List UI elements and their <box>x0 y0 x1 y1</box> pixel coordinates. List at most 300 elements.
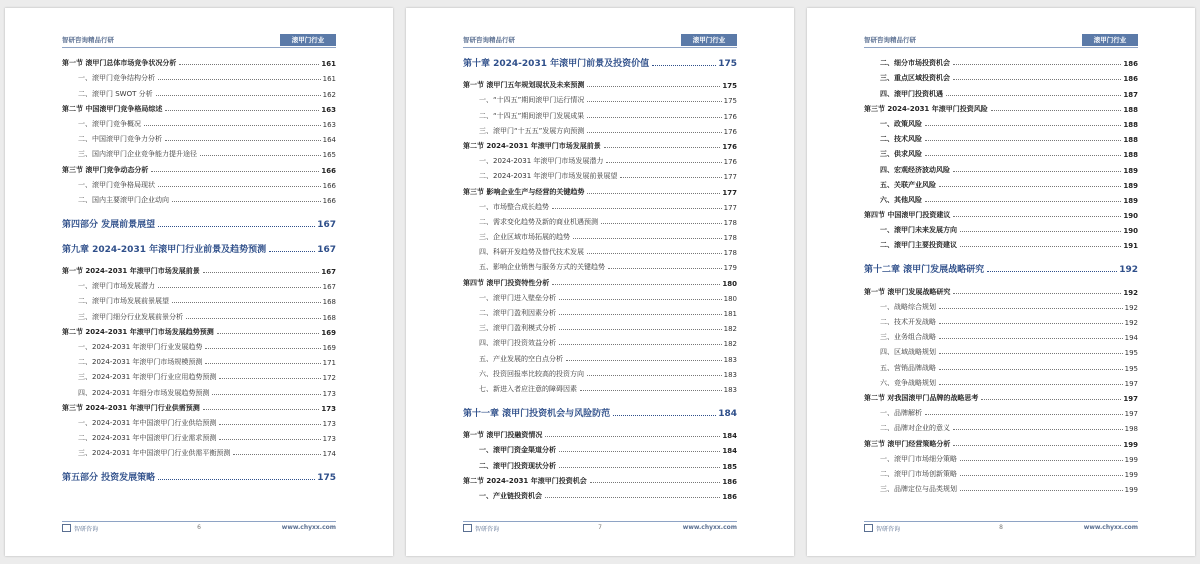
toc-entry[interactable] <box>463 227 737 242</box>
toc-entry-page: 176 <box>723 127 737 136</box>
toc-entry-title: 一、滚甲门市场发展潜力 <box>78 282 155 291</box>
toc-entry-title: 第三节 滚甲门竞争动态分析 <box>62 165 149 174</box>
toc-entry[interactable] <box>463 90 737 105</box>
toc-entry-page: 176 <box>723 158 737 167</box>
toc-entry-page: 189 <box>1123 181 1138 190</box>
toc-dot-leader <box>620 177 721 178</box>
toc-entry-page: 187 <box>1123 90 1138 99</box>
toc-entry-title: 四、区域战略规划 <box>880 348 936 357</box>
toc-dot-leader <box>172 302 321 303</box>
toc-entry-title: 三、供求风险 <box>880 150 922 159</box>
toc-entry-page: 188 <box>1123 136 1138 145</box>
toc-entry-page: 169 <box>322 344 336 352</box>
toc-entry[interactable] <box>62 413 336 428</box>
toc-entry-title: 一、产业链投资机会 <box>479 491 542 500</box>
toc-entry-page: 186 <box>722 492 737 501</box>
toc-dot-leader <box>939 308 1123 309</box>
toc-dot-leader <box>587 375 722 376</box>
toc-entry-title: 一、战略综合规划 <box>880 302 936 311</box>
toc-entry-title: 一、滚甲门市场细分策略 <box>880 454 957 463</box>
toc-dot-leader <box>608 268 722 269</box>
toc-entry[interactable] <box>62 382 336 397</box>
toc-entry[interactable] <box>463 333 737 348</box>
toc-entry-title: 三、2024-2031 年中国滚甲门行业供需平衡预测 <box>78 449 231 458</box>
toc-entry-title: 二、品牌对企业的意义 <box>880 424 950 433</box>
toc-entry-page: 190 <box>1123 227 1138 236</box>
toc-entry-title: 一、滚甲门未来发展方向 <box>880 226 957 235</box>
toc-entry[interactable] <box>62 261 336 276</box>
toc-entry[interactable] <box>864 144 1138 159</box>
toc-entry[interactable] <box>864 175 1138 190</box>
toc-dot-leader <box>953 216 1121 217</box>
toc-entry-title: 二、滚甲门市场创新策略 <box>880 469 957 478</box>
toc-entry[interactable] <box>463 53 737 69</box>
toc-entry[interactable] <box>463 121 737 136</box>
toc-entry-page: 167 <box>317 244 336 255</box>
header-tag: 滚甲门行业 <box>681 34 737 46</box>
toc-dot-leader <box>552 208 722 209</box>
toc-dot-leader <box>604 147 721 148</box>
toc-entry-page: 199 <box>1124 470 1138 479</box>
toc-entry-page: 197 <box>1123 394 1138 403</box>
toc-entry[interactable] <box>864 205 1138 220</box>
toc-entry[interactable] <box>463 151 737 166</box>
toc-entry[interactable] <box>62 68 336 83</box>
toc-entry-page: 189 <box>1123 166 1138 175</box>
toc-entry[interactable] <box>864 53 1138 68</box>
toc-entry[interactable] <box>62 53 336 68</box>
toc-entry[interactable] <box>62 467 336 483</box>
toc-entry[interactable] <box>463 486 737 501</box>
toc-dot-leader <box>960 460 1123 461</box>
page-footer <box>864 521 1138 532</box>
toc-entry-page: 166 <box>322 181 336 190</box>
toc-entry-page: 184 <box>722 432 737 441</box>
toc-entry-title: 二、技术开发战略 <box>880 318 936 326</box>
toc-entry-title: 四、滚甲门投资机遇 <box>880 89 943 98</box>
toc-dot-leader <box>981 399 1121 400</box>
toc-entry-title: 第二节 2024-2031 年滚甲门市场发展前景 <box>463 141 601 150</box>
toc-entry-title: 第一节 滚甲门五年规划现状及未来预测 <box>463 81 585 90</box>
toc-entry[interactable] <box>62 239 336 255</box>
toc-dot-leader <box>587 132 721 133</box>
toc-entry-title: 一、2024-2031 年滚甲门市场发展潜力 <box>479 157 604 166</box>
toc-entry[interactable] <box>463 425 737 440</box>
toc-entry-title: 二、滚甲门市场发展前景展望 <box>78 297 169 306</box>
document-page-3 <box>807 8 1195 556</box>
toc-entry-page: 180 <box>722 279 737 288</box>
toc-entry-title: 二、滚甲门主要投资建议 <box>880 241 957 250</box>
toc-entry[interactable] <box>864 68 1138 83</box>
toc-entry-title: 三、滚甲门盈利模式分析 <box>479 324 556 333</box>
toc-entry-page: 181 <box>723 310 737 318</box>
toc-dot-leader <box>566 360 722 361</box>
toc-entry-title: 一、滚甲门竞争结构分析 <box>78 74 155 83</box>
toc-entry-page: 175 <box>722 82 737 91</box>
toc-entry-page: 182 <box>723 325 737 334</box>
toc-entry[interactable] <box>62 114 336 129</box>
toc-dot-leader <box>580 390 722 391</box>
toc-entry[interactable] <box>463 379 737 394</box>
toc-dot-leader <box>219 424 320 425</box>
toc-entry[interactable] <box>864 114 1138 129</box>
toc-entry-page: 179 <box>723 264 737 273</box>
page-header <box>463 34 737 48</box>
toc-entry-title: 一、滚甲门进入壁垒分析 <box>479 293 556 302</box>
page-number: 6 <box>197 524 201 531</box>
header-brand: 智研咨询精品行研 <box>463 36 515 44</box>
toc-dot-leader <box>925 414 1123 415</box>
toc-entry-page: 167 <box>317 219 336 230</box>
toc-entry-page: 192 <box>1119 265 1138 276</box>
toc-entry-page: 168 <box>322 313 336 322</box>
toc-entry-title: 三、企业区域市场拓展的趋势 <box>479 233 570 242</box>
toc-entry-page: 178 <box>723 249 737 258</box>
toc-entry[interactable] <box>864 418 1138 433</box>
page-number: 8 <box>999 524 1003 531</box>
toc-dot-leader <box>203 272 320 273</box>
toc-entry[interactable] <box>463 105 737 120</box>
toc-entry[interactable] <box>62 291 336 306</box>
toc-entry-title: 六、投资回报率比较高的投资方向 <box>479 369 584 378</box>
toc-entry[interactable] <box>463 197 737 212</box>
toc-dot-leader <box>165 140 321 141</box>
toc-entry-page: 190 <box>1123 212 1138 221</box>
toc-entry[interactable] <box>864 479 1138 494</box>
toc-entry-title: 二、中国滚甲门竞争力分析 <box>78 135 162 144</box>
toc-entry[interactable] <box>62 99 336 114</box>
toc-entry[interactable] <box>864 83 1138 98</box>
page-footer <box>62 521 336 532</box>
page-footer <box>463 521 737 532</box>
toc-dot-leader <box>953 171 1121 172</box>
table-of-contents <box>864 53 1138 494</box>
toc-dot-leader <box>601 223 722 224</box>
toc-dot-leader <box>925 155 1121 156</box>
toc-entry-title: 四、滚甲门投资效益分析 <box>479 339 556 348</box>
toc-entry-page: 186 <box>1123 75 1138 84</box>
toc-entry[interactable] <box>463 303 737 318</box>
toc-entry[interactable] <box>864 373 1138 388</box>
toc-entry[interactable] <box>463 364 737 379</box>
toc-entry[interactable] <box>463 318 737 333</box>
toc-entry[interactable] <box>463 166 737 181</box>
toc-dot-leader <box>205 363 320 364</box>
toc-entry-title: 第三节 滚甲门经营策略分析 <box>864 439 951 448</box>
toc-entry[interactable] <box>62 306 336 321</box>
toc-entry[interactable] <box>62 214 336 230</box>
toc-dot-leader <box>158 287 321 288</box>
toc-entry[interactable] <box>62 428 336 443</box>
toc-entry-page: 161 <box>321 60 336 69</box>
document-page-1 <box>5 8 393 556</box>
toc-entry[interactable] <box>62 352 336 367</box>
toc-dot-leader <box>158 479 315 480</box>
toc-entry-title: 第二节 2024-2031 年滚甲门市场发展趋势预测 <box>62 327 214 336</box>
toc-entry[interactable] <box>463 212 737 227</box>
toc-entry[interactable] <box>463 272 737 287</box>
toc-entry-page: 194 <box>1124 334 1138 343</box>
toc-dot-leader <box>925 125 1121 126</box>
toc-entry[interactable] <box>463 440 737 455</box>
toc-dot-leader <box>587 193 720 194</box>
toc-dot-leader <box>587 117 721 118</box>
toc-entry-title: 二、需求变化趋势及新的商业机遇预测 <box>479 217 598 226</box>
toc-dot-leader <box>925 201 1121 202</box>
toc-entry-title: 三、2024-2031 年滚甲门行业应用趋势预测 <box>78 373 217 382</box>
toc-entry-page: 188 <box>1123 151 1138 160</box>
toc-entry-page: 177 <box>723 173 737 182</box>
toc-dot-leader <box>559 451 720 452</box>
toc-entry-page: 175 <box>723 97 737 106</box>
toc-dot-leader <box>960 490 1123 491</box>
toc-entry[interactable] <box>62 398 336 413</box>
toc-entry-title: 六、其他风险 <box>880 195 922 204</box>
toc-entry-page: 198 <box>1124 425 1138 434</box>
toc-dot-leader <box>212 394 320 395</box>
toc-entry-title: 一、2024-2031 年滚甲门行业发展趋势 <box>78 343 203 351</box>
toc-entry[interactable] <box>864 312 1138 327</box>
toc-dot-leader <box>158 186 321 187</box>
toc-entry-page: 172 <box>322 374 336 383</box>
toc-entry-title: 二、2024-2031 年中国滚甲门行业需求预测 <box>78 434 217 443</box>
toc-entry[interactable] <box>864 464 1138 479</box>
toc-entry-page: 178 <box>723 234 737 243</box>
toc-entry[interactable] <box>463 471 737 486</box>
toc-entry[interactable] <box>864 259 1138 275</box>
toc-dot-leader <box>144 125 321 126</box>
toc-entry-page: 183 <box>723 370 737 379</box>
toc-entry-page: 182 <box>723 340 737 349</box>
header-tag: 滚甲门行业 <box>280 34 336 46</box>
toc-dot-leader <box>939 353 1123 354</box>
toc-entry-page: 165 <box>322 151 336 160</box>
toc-entry-title: 五、关联产业风险 <box>880 180 936 189</box>
toc-entry-title: 五、营销品牌战略 <box>880 363 936 372</box>
toc-entry-page: 199 <box>1124 455 1138 464</box>
toc-entry-page: 171 <box>322 359 336 368</box>
toc-entry-title: 第十二章 滚甲门发展战略研究 <box>864 262 985 275</box>
toc-entry[interactable] <box>62 276 336 291</box>
toc-entry-page: 195 <box>1124 349 1138 358</box>
toc-entry-title: 三、滚甲门“十五五”发展方向预测 <box>479 126 585 135</box>
toc-entry-title: 一、滚甲门竞争概况 <box>78 119 141 128</box>
toc-dot-leader <box>939 369 1123 370</box>
toc-dot-leader <box>573 238 722 239</box>
toc-entry-title: 二、国内主要滚甲门企业动向 <box>78 195 169 204</box>
toc-entry-title: 三、品牌定位与品类规划 <box>880 485 957 494</box>
header-brand: 智研咨询精品行研 <box>864 36 916 44</box>
page-header <box>864 34 1138 48</box>
toc-entry[interactable] <box>864 342 1138 357</box>
toc-entry-page: 199 <box>1124 486 1138 495</box>
toc-entry-title: 第一节 滚甲门发展战略研究 <box>864 287 951 296</box>
toc-dot-leader <box>205 348 320 349</box>
toc-dot-leader <box>172 201 321 202</box>
footer-brand: 智研咨询 <box>876 526 901 533</box>
toc-entry-title: 第四节 中国滚甲门投资建议 <box>864 211 951 220</box>
toc-entry[interactable] <box>463 455 737 470</box>
footer-brand: 智研咨询 <box>475 526 500 533</box>
toc-entry[interactable] <box>864 403 1138 418</box>
toc-entry-title: 四、2024-2031 年细分市场发展趋势预测 <box>78 388 210 397</box>
toc-entry-title: 五、产业发展的空白点分析 <box>479 354 563 363</box>
toc-entry-page: 168 <box>322 298 336 307</box>
toc-entry[interactable] <box>62 190 336 205</box>
toc-entry[interactable] <box>864 99 1138 114</box>
toc-dot-leader <box>186 318 321 319</box>
toc-entry[interactable] <box>62 337 336 352</box>
toc-entry-title: 第四部分 发展前景展望 <box>62 217 156 230</box>
toc-entry-title: 第二节 对我国滚甲门品牌的战略思考 <box>864 393 979 402</box>
toc-dot-leader <box>545 436 720 437</box>
toc-entry-page: 166 <box>321 166 336 175</box>
toc-dot-leader <box>545 497 720 498</box>
toc-entry-title: 第一节 滚甲门总体市场竞争状况分析 <box>62 59 177 68</box>
toc-entry[interactable] <box>463 242 737 257</box>
toc-entry[interactable] <box>463 403 737 419</box>
toc-dot-leader <box>939 323 1123 324</box>
toc-entry[interactable] <box>864 449 1138 464</box>
toc-entry[interactable] <box>864 433 1138 448</box>
toc-entry[interactable] <box>62 367 336 382</box>
toc-entry[interactable] <box>62 83 336 98</box>
toc-entry-page: 197 <box>1124 410 1138 419</box>
toc-dot-leader <box>991 110 1122 111</box>
toc-dot-leader <box>559 344 722 345</box>
toc-entry[interactable] <box>864 281 1138 296</box>
toc-dot-leader <box>960 246 1121 247</box>
footer-url[interactable]: www.chyxx.com <box>281 524 336 531</box>
toc-entry-page: 167 <box>321 268 336 277</box>
toc-entry-page: 192 <box>1124 303 1138 312</box>
toc-dot-leader <box>559 314 722 315</box>
toc-dot-leader <box>165 110 319 111</box>
toc-entry-title: 第三节 2024-2031 年滚甲门投资风险 <box>864 104 988 113</box>
toc-entry-page: 180 <box>723 294 737 303</box>
toc-entry-title: 五、影响企业销售与服务方式的关键趋势 <box>479 263 605 272</box>
toc-entry-title: 第十一章 滚甲门投资机会与风险防范 <box>463 406 611 419</box>
toc-entry-title: 一、滚甲门资金渠道分析 <box>479 446 556 455</box>
toc-entry-page: 175 <box>718 59 737 69</box>
toc-entry[interactable] <box>864 357 1138 372</box>
toc-entry-title: 二、细分市场投资机会 <box>880 59 950 68</box>
toc-dot-leader <box>559 467 720 468</box>
toc-entry[interactable] <box>463 348 737 363</box>
toc-entry-page: 195 <box>1124 364 1138 373</box>
toc-entry-title: 二、滚甲门 SWOT 分析 <box>78 89 153 98</box>
footer-url[interactable]: www.chyxx.com <box>1083 524 1138 531</box>
toc-entry[interactable] <box>864 297 1138 312</box>
toc-entry[interactable] <box>864 388 1138 403</box>
toc-entry[interactable] <box>463 288 737 303</box>
toc-entry-title: 二、“十四五”期间滚甲门发展成果 <box>479 111 585 120</box>
toc-dot-leader <box>587 101 721 102</box>
footer-url[interactable]: www.chyxx.com <box>682 524 737 531</box>
toc-entry-title: 第九章 2024-2031 年滚甲门行业前景及趋势预测 <box>62 242 267 255</box>
toc-entry-title: 四、科研开发趋势及替代技术发展 <box>479 248 584 257</box>
toc-entry-title: 第三节 影响企业生产与经营的关键趋势 <box>463 187 585 196</box>
toc-entry[interactable] <box>62 443 336 458</box>
toc-entry-page: 183 <box>723 355 737 364</box>
toc-entry[interactable] <box>864 159 1138 174</box>
toc-dot-leader <box>552 284 720 285</box>
toc-dot-leader <box>219 378 320 379</box>
toc-entry[interactable] <box>864 190 1138 205</box>
toc-entry[interactable] <box>62 144 336 159</box>
toc-entry-title: 七、新进入者应注意的障碍因素 <box>479 384 577 393</box>
toc-entry[interactable] <box>62 322 336 337</box>
toc-dot-leader <box>587 86 720 87</box>
toc-entry[interactable] <box>62 159 336 174</box>
page-number: 7 <box>598 524 602 531</box>
toc-entry-page: 177 <box>723 203 737 212</box>
toc-entry-title: 四、宏观经济波动风险 <box>880 165 950 174</box>
toc-dot-leader <box>233 454 320 455</box>
toc-entry[interactable] <box>463 75 737 90</box>
toc-entry[interactable] <box>463 181 737 196</box>
toc-dot-leader <box>156 95 321 96</box>
toc-entry-title: 第五部分 投资发展策略 <box>62 470 156 483</box>
toc-entry-page: 173 <box>322 419 336 428</box>
toc-entry-page: 175 <box>317 473 336 484</box>
toc-dot-leader <box>217 333 320 334</box>
toc-dot-leader <box>987 271 1117 272</box>
toc-dot-leader <box>953 293 1121 294</box>
toc-entry-title: 三、国内滚甲门企业竞争能力提升途径 <box>78 150 197 159</box>
toc-dot-leader <box>559 329 722 330</box>
toc-entry-page: 167 <box>322 283 336 292</box>
header-brand: 智研咨询精品行研 <box>62 36 114 44</box>
toc-entry-title: 第十章 2024-2031 年滚甲门前景及投资价值 <box>463 56 650 69</box>
toc-entry[interactable] <box>864 327 1138 342</box>
toc-dot-leader <box>613 415 716 416</box>
toc-entry[interactable] <box>463 257 737 272</box>
toc-entry-title: 一、市场整合成长趋势 <box>479 202 549 211</box>
toc-entry-page: 199 <box>1123 440 1138 449</box>
toc-dot-leader <box>939 186 1121 187</box>
logo-icon <box>463 524 472 532</box>
toc-entry[interactable] <box>864 220 1138 235</box>
document-page-2 <box>406 8 794 556</box>
toc-entry[interactable] <box>864 129 1138 144</box>
toc-entry-page: 164 <box>322 136 336 145</box>
toc-dot-leader <box>606 162 721 163</box>
toc-entry-page: 163 <box>321 105 336 114</box>
toc-dot-leader <box>200 155 321 156</box>
toc-dot-leader <box>203 409 320 410</box>
toc-dot-leader <box>587 253 722 254</box>
toc-dot-leader <box>953 445 1121 446</box>
toc-entry-title: 第二节 2024-2031 年滚甲门投资机会 <box>463 476 587 485</box>
toc-entry-title: 一、品牌解析 <box>880 409 922 418</box>
toc-entry-page: 185 <box>722 462 737 471</box>
page-header <box>62 34 336 48</box>
toc-entry-page: 176 <box>722 142 737 151</box>
toc-entry-page: 192 <box>1124 319 1138 327</box>
toc-entry[interactable] <box>463 136 737 151</box>
toc-entry[interactable] <box>62 129 336 144</box>
toc-entry[interactable] <box>864 235 1138 250</box>
toc-entry[interactable] <box>62 175 336 190</box>
toc-dot-leader <box>939 338 1123 339</box>
toc-entry-title: 二、技术风险 <box>880 135 922 144</box>
logo-icon <box>62 524 71 532</box>
header-tag: 滚甲门行业 <box>1082 34 1138 46</box>
toc-entry-page: 173 <box>322 389 336 398</box>
toc-dot-leader <box>925 140 1121 141</box>
toc-entry-title: 第三节 2024-2031 年滚甲门行业供需预测 <box>62 403 200 412</box>
